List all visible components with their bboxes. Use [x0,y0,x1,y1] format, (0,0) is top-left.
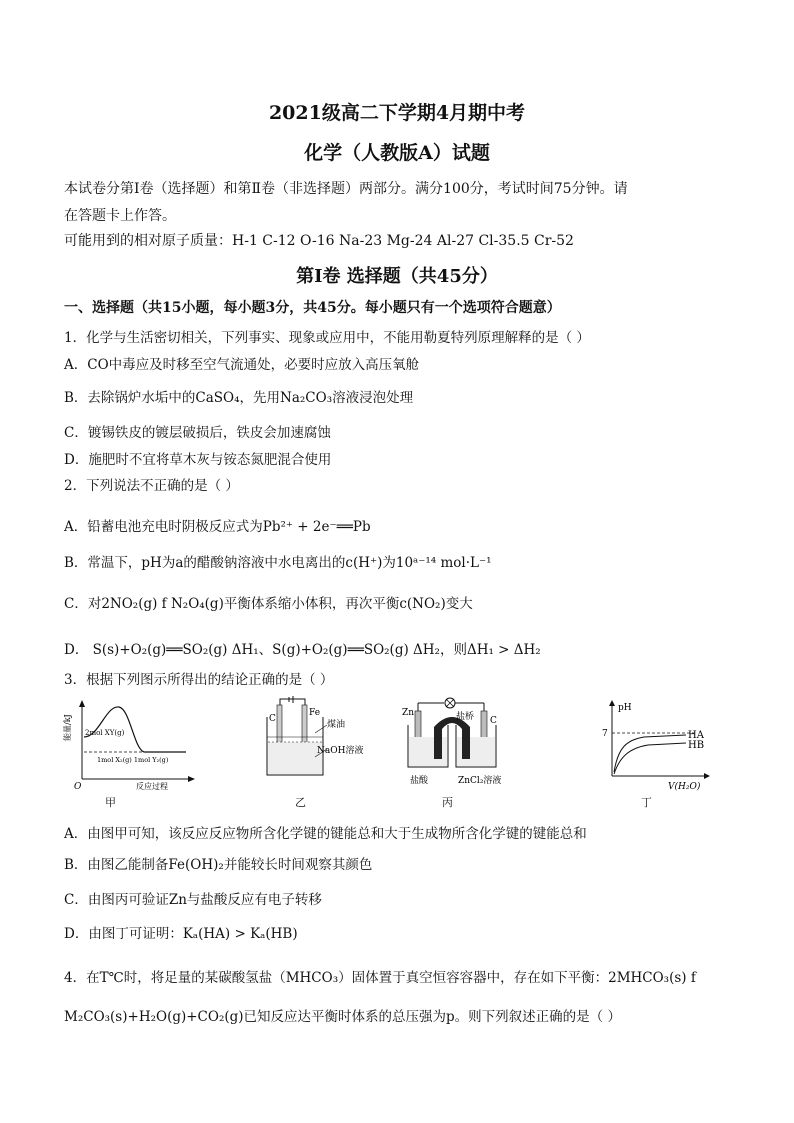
jia-ylabel: 能量/kJ [63,714,72,741]
page-title: 2021级高二下学期4月期中考 [268,102,526,124]
jia-origin: O [74,782,82,792]
figure-ding [594,700,714,792]
ding-ylabel: pH [618,703,632,713]
q3-option-b: B．由图乙能制备Fe(OH)₂并能较长时间观察其颜色 [64,857,373,873]
bing-bridge-label: 盐桥 [456,712,475,722]
q2-option-a: A．铅蓄电池充电时阴极反应式为Pb²⁺ + 2e⁻══Pb [64,519,371,535]
q3-stem: 3．根据下列图示所得出的结论正确的是（ ） [64,672,334,688]
yi-oil-label: 煤油 [327,720,346,730]
section-title: 第Ⅰ卷 选择题（共45分） [296,266,498,287]
figure-bing-caption: 丙 [442,796,453,809]
q1-option-d: D．施肥时不宜将草木灰与铵态氮肥混合使用 [64,452,332,468]
jia-xlabel: 反应过程 [136,782,168,791]
figure-yi [255,697,365,787]
q4-line-1: 4．在T℃时，将足量的某碳酸氢盐（MHCO₃）固体置于真空恒容容器中，存在如下平衡：2MHCO₃(s) f [64,970,696,986]
q1-option-a: A．CO中毒应及时移至空气流通处，必要时应放入高压氧舱 [64,357,420,373]
q1-stem: 1．化学与生活密切相关，下列事实、现象或应用中，不能用勒夏特列原理解释的是（ ） [64,330,590,346]
figure-jia [64,697,204,807]
section-instructions: 一、选择题（共15小题，每小题3分，共45分。每小题只有一个选项符合题意） [64,300,561,316]
q1-option-c: C．镀锡铁皮的镀层破损后，铁皮会加速腐蚀 [64,425,331,441]
yi-c-label: C [269,714,276,724]
q2-option-c: C．对2NO₂(g) f N₂O₄(g)平衡体系缩小体积，再次平衡c(NO₂)变大 [64,596,473,612]
intro-line-2: 在答题卡上作答。 [64,208,176,224]
atomic-masses: 可能用到的相对原子质量：H-1 C-12 O-16 Na-23 Mg-24 Al-27 Cl-35.5 Cr-52 [64,233,574,249]
figure-ding-caption: 丁 [641,796,652,809]
figure-jia-caption: 甲 [105,796,116,809]
jia-upper-label: 2mol XY(g) [85,729,125,737]
q2-stem: 2．下列说法不正确的是（ ） [64,478,239,494]
figure-bing [400,697,525,792]
q3-option-a: A．由图甲可知，该反应反应物所含化学键的键能总和大于生成物所含化学键的键能总和 [64,826,587,842]
q3-option-c: C．由图丙可验证Zn与盐酸反应有电子转移 [64,892,322,908]
ding-tick: 7 [602,729,608,739]
yi-solution-label: NaOH溶液 [317,746,364,756]
q4-line-2: M₂CO₃(s)+H₂O(g)+CO₂(g)已知反应达平衡时体系的总压强为p。则下列叙述正确的是（ ） [64,1009,621,1025]
bing-c-label: C [490,716,497,726]
figure-yi-caption: 乙 [295,796,306,809]
bing-zn-label: Zn [402,708,415,718]
bing-right-label: ZnCl₂溶液 [458,776,502,786]
page-subtitle: 化学（人教版A）试题 [304,142,490,164]
ding-xlabel: V(H₂O) [668,782,701,792]
bing-left-label: 盐酸 [410,776,429,786]
ding-hb-label: HB [688,740,705,751]
yi-fe-label: Fe [309,708,321,718]
intro-line-1: 本试卷分第Ⅰ卷（选择题）和第Ⅱ卷（非选择题）两部分。满分100分，考试时间75分钟。请 [64,181,628,197]
ding-ha-label: HA [688,730,704,741]
q1-option-b: B．去除锅炉水垢中的CaSO₄，先用Na₂CO₃溶液浸泡处理 [64,390,414,406]
q2-option-d: D． S(s)+O₂(g)══SO₂(g) ΔH₁、S(g)+O₂(g)══SO₂(g) ΔH₂，则ΔH₁ > ΔH₂ [64,642,541,658]
q2-option-b: B．常温下，pH为a的醋酸钠溶液中水电离出的c(H⁺)为10ᵃ⁻¹⁴ mol·L⁻¹ [64,555,492,571]
jia-lower-label: 1mol X₂(g) 1mol Y₂(g) [97,756,169,764]
q3-option-d: D．由图丁可证明：Kₐ(HA) > Kₐ(HB) [64,926,298,942]
